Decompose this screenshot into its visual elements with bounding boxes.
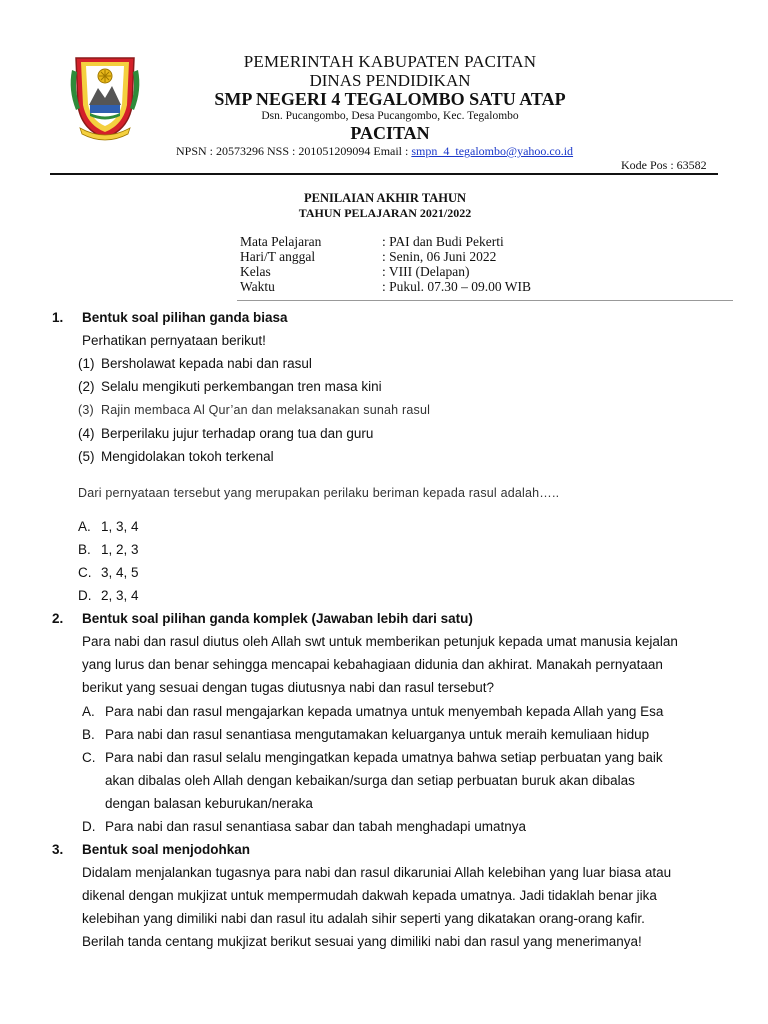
info-label-subject: Mata Pelajaran [240,234,322,249]
info-value-subject: : PAI dan Budi Pekerti [382,234,504,249]
q3-paragraph-line: Didalam menjalankan tugasnya para nabi dan rasul dikaruniai Allah kelebihan yang luar biasa atau [82,865,672,880]
header-city: PACITAN [350,123,430,143]
header-address: Dsn. Pucangombo, Desa Pucangombo, Kec. Tegalombo [261,110,519,122]
q2-option-text[interactable]: Para nabi dan rasul selalu mengingatkan kepada umatnya bahwa setiap perbuatan yang baik [105,750,663,765]
q1-statement-text: Selalu mengikuti perkembangan tren masa kini [101,379,382,394]
q1-number: 1. [52,310,64,325]
header-school-name: SMP NEGERI 4 TEGALOMBO SATU ATAP [214,89,566,109]
q1-option-text[interactable]: 1, 2, 3 [101,542,139,557]
info-label-date: Hari/T anggal [240,249,316,264]
info-divider [237,300,733,301]
q2-paragraph-line: berikut yang sesuai dengan tugas diutusnya nabi dan rasul tersebut? [82,680,495,695]
q2-option-text[interactable]: Para nabi dan rasul senantiasa sabar dan tabah menghadapi umatnya [105,819,527,834]
q3-number: 3. [52,842,64,857]
q1-intro: Perhatikan pernyataan berikut! [82,333,266,348]
q1-option-text[interactable]: 2, 3, 4 [101,588,139,603]
q2-option-text[interactable]: Para nabi dan rasul senantiasa mengutamakan keluarganya untuk meraih kemuliaan hidup [105,727,650,742]
q2-number: 2. [52,611,64,626]
q2-option-letter[interactable]: D. [82,819,96,834]
q3-paragraph-line: Berilah tanda centang mukjizat berikut sesuai yang dimiliki nabi dan rasul yang menerimanya! [82,934,642,949]
q3-heading: Bentuk soal menjodohkan [82,842,251,857]
postal-code: Kode Pos : 63582 [621,158,707,172]
info-value-time: : Pukul. 07.30 – 09.00 WIB [382,279,532,294]
q2-option-letter[interactable]: C. [82,750,96,765]
q1-statement-num: (5) [78,449,95,464]
q2-paragraph-line: yang lurus dan benar sehingga mencapai kebahagiaan didunia dan akhirat. Manakah pernyataan [82,657,663,672]
q1-statement-num: (4) [78,426,95,441]
contact-ids: NPSN : 20573296 NSS : 201051209094 Email : [176,144,412,158]
header-divider [50,173,718,175]
q1-heading: Bentuk soal pilihan ganda biasa [82,310,288,325]
info-label-time: Waktu [240,279,275,294]
q1-question: Dari pernyataan tersebut yang merupakan perilaku beriman kepada rasul adalah….. [78,486,560,500]
q1-statement-text: Bersholawat kepada nabi dan rasul [101,356,312,371]
q1-statement-num: (3) [78,403,94,417]
exam-year: TAHUN PELAJARAN 2021/2022 [298,206,472,220]
info-value-class: : VIII (Delapan) [382,264,470,279]
q2-option-text[interactable]: Para nabi dan rasul mengajarkan kepada umatnya untuk menyembah kepada Allah yang Esa [105,704,664,719]
q1-statement-text: Berperilaku jujur terhadap orang tua dan guru [101,426,374,441]
email-link[interactable]: smpn_4_tegalombo@yahoo.co.id [411,144,574,158]
regency-crest-logo [66,50,144,142]
q1-option-letter[interactable]: B. [78,542,91,557]
q1-option-text[interactable]: 3, 4, 5 [101,565,139,580]
q2-option-letter[interactable]: A. [82,704,95,719]
exam-title: PENILAIAN AKHIR TAHUN [303,191,467,205]
header-department: DINAS PENDIDIKAN [309,71,471,90]
q3-paragraph-line: dikenal dengan mukjizat untuk mempermudah dakwah kepada umatnya. Jadi tidaklah benar jika [82,888,657,903]
info-label-class: Kelas [240,264,271,279]
q1-statement-num: (1) [78,356,95,371]
header-contact [176,144,573,159]
q1-option-letter[interactable]: A. [78,519,91,534]
q2-option-text-continued[interactable]: akan dibalas oleh Allah dengan kebaikan/surga dan setiap perbuatan buruk akan dibalas [105,773,635,788]
header-government: PEMERINTAH KABUPATEN PACITAN [243,52,537,71]
q1-option-text[interactable]: 1, 3, 4 [101,519,139,534]
q2-option-letter[interactable]: B. [82,727,95,742]
q1-option-letter[interactable]: D. [78,588,92,603]
q1-option-letter[interactable]: C. [78,565,92,580]
q2-heading: Bentuk soal pilihan ganda komplek (Jawaban lebih dari satu) [82,611,473,626]
q2-paragraph-line: Para nabi dan rasul diutus oleh Allah swt untuk memberikan petunjuk kepada umat manusia kejalan [82,634,678,649]
q1-statement-text: Mengidolakan tokoh terkenal [101,449,274,464]
q2-option-text-continued[interactable]: dengan balasan keburukan/neraka [105,796,313,811]
q3-paragraph-line: kelebihan yang dimiliki nabi dan rasul itu adalah sihir seperti yang dikatakan orang-orang kafir. [82,911,645,926]
q1-statement-num: (2) [78,379,95,394]
q1-statement-text: Rajin membaca Al Qur’an dan melaksanakan sunah rasul [101,403,431,417]
info-value-date: : Senin, 06 Juni 2022 [382,249,497,264]
